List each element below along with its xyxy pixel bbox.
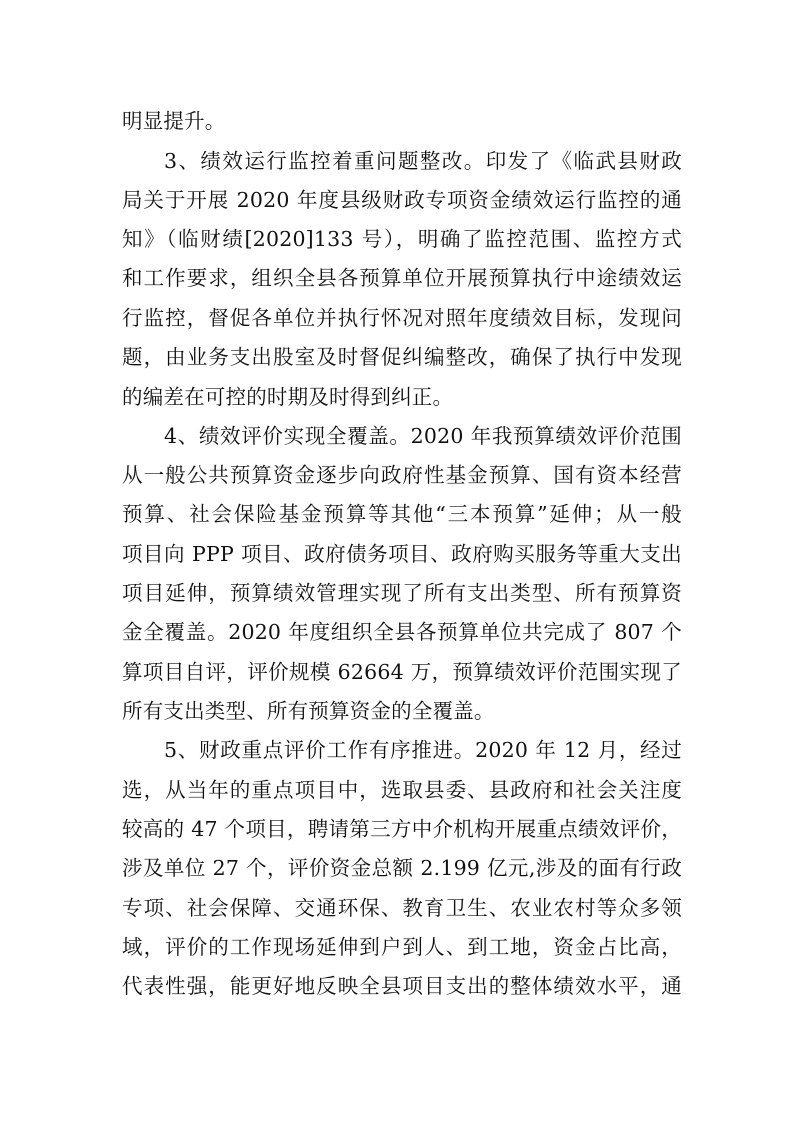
text-line: 预算、社会保险基金预算等其他“三本预算”延伸；从一般 [122,502,682,526]
text-line: 的编差在可控的时期及时得到纠正。 [122,385,454,409]
text-line: 项目延伸，预算绩效管理实现了所有支出类型、所有预算资 [122,581,682,605]
text-line: 从一般公共预算资金逐步向政府性基金预算、国有资本经营 [122,463,682,487]
text-line: 涉及单位 27 个，评价资金总额 2.199 亿元,涉及的面有行政 [122,856,682,880]
text-line: 选，从当年的重点项目中，选取县委、县政府和社会关注度 [122,778,682,802]
text-line: 行监控，督促各单位并执行怀况对照年度绩效目标，发现问 [122,306,682,330]
text-line: 题，由业务支出股室及时督促纠编整改，确保了执行中发现 [122,345,682,369]
text-line: 较高的 47 个项目，聘请第三方中介机构开展重点绩效评价， [122,817,682,841]
text-line: 所有支出类型、所有预算资金的全覆盖。 [122,699,495,723]
paragraph-heading-line: 4、绩效评价实现全覆盖。2020 年我预算绩效评价范围 [164,424,682,448]
text-line: 域，评价的工作现场延伸到户到人、到工地，资金占比高， [122,935,682,959]
text-line: 明显提升。 [122,109,226,133]
text-line: 金全覆盖。2020 年度组织全县各预算单位共完成了 807 个 [122,620,682,644]
paragraph-heading-line: 3、绩效运行监控着重问题整改。印发了《临武县财政 [164,149,682,173]
text-line: 项目向 PPP 项目、政府债务项目、政府购买服务等重大支出 [122,542,682,566]
text-line: 局关于开展 2020 年度县级财政专项资金绩效运行监控的通 [122,188,682,212]
text-line: 知》（临财绩[2020]133 号），明确了监控范围、监控方式 [122,227,682,251]
text-line: 专项、社会保障、交通环保、教育卫生、农业农村等众多领 [122,896,682,920]
paragraph-heading-line: 5、财政重点评价工作有序推进。2020 年 12 月，经过 [164,738,682,762]
text-line: 代表性强，能更好地反映全县项目支出的整体绩效水平，通 [122,974,682,998]
text-line: 和工作要求，组织全县各预算单位开展预算执行中途绩效运 [122,266,682,290]
text-line: 算项目自评，评价规模 62664 万，预算绩效评价范围实现了 [122,660,682,684]
